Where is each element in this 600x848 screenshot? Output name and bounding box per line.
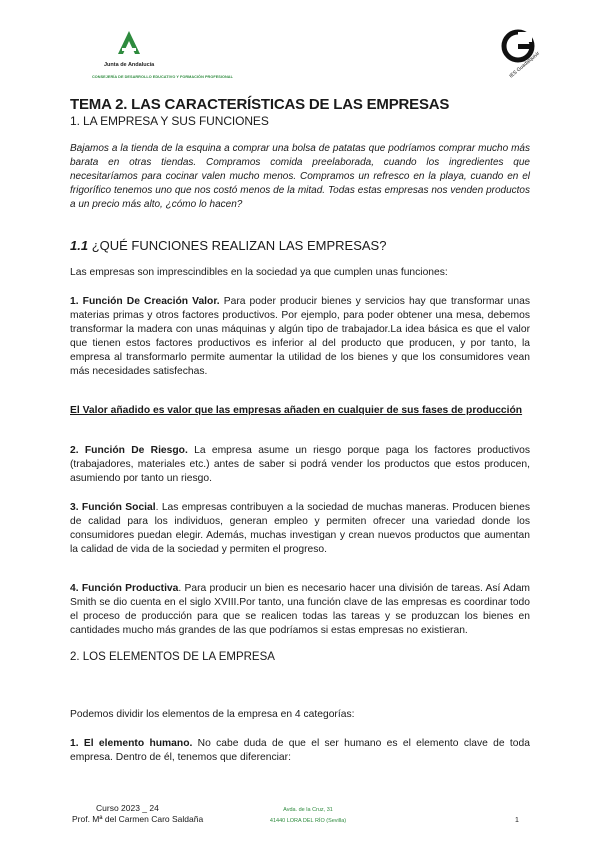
- footer-address: [258, 805, 358, 827]
- function-4-label: 4. Función Productiva: [70, 583, 179, 594]
- footer-course: Curso 2023 _ 24: [96, 803, 159, 813]
- footer-address-line1: Avda. de la Cruz, 31: [283, 807, 333, 813]
- function-2-text: La empresa asume un riesgo porque paga los factores productivos (trabajadores, materiales etc.) antes de saber si podrá vender los productos que estos producen, asumiendo por tanto un riesgo.: [70, 445, 530, 484]
- junta-andalucia-icon: [116, 30, 142, 56]
- logo-subtitle: CONSEJERÍA DE DESARROLLO EDUCATIVO Y FORMACIÓN PROFESIONAL: [92, 75, 233, 79]
- section-title: ¿QUÉ FUNCIONES REALIZAN LAS EMPRESAS?: [91, 238, 387, 253]
- section-number: 1.1: [70, 238, 89, 253]
- function-2-label: 2. Función De Riesgo.: [70, 445, 188, 456]
- page-number: 1: [515, 817, 519, 824]
- logo-right-text: IES Guadalquivir: [508, 50, 542, 80]
- junta-andalucia-logo: [92, 30, 252, 79]
- logo-name: Junta de Andalucía: [104, 62, 155, 68]
- ies-guadalquivir-logo-icon: [496, 26, 540, 70]
- footer-teacher: Prof. Mª del Carmen Caro Saldaña: [72, 814, 204, 824]
- footer-left: [72, 803, 203, 825]
- function-2: [70, 444, 530, 486]
- element-1-text: No cabe duda de que el ser humano es el elemento clave de toda empresa. Dentro de él, tenemos que diferenciar:: [70, 738, 530, 763]
- functions-intro: Las empresas son imprescindibles en la sociedad ya que cumplen unas funciones:: [70, 267, 448, 278]
- intro-paragraph: Bajamos a la tienda de la esquina a comprar una bolsa de patatas que podríamos comprar mucho más barata en otras tiendas. Compramos comida preelaborada, cuando los ingredientes que necesitaríamos para cocinar valen mucho menos. Compramos un refresco en la playa, cuando en el frigorífico tenemos uno que nos costó menos de la mitad. Todas estas empresas nos venden productos a un precio más alto, ¿cómo lo hacen?: [70, 143, 530, 210]
- function-1: [70, 295, 530, 379]
- element-1: [70, 737, 530, 765]
- element-1-label: 1. El elemento humano.: [70, 738, 193, 749]
- function-3-label: 3. Función Social: [70, 502, 156, 513]
- elements-intro: Podemos dividir los elementos de la empresa en 4 categorías:: [70, 709, 355, 720]
- function-4: [70, 582, 530, 638]
- valor-anadido-note: El Valor añadido es valor que las empresas añaden en cualquier de sus fases de producción: [70, 405, 523, 416]
- section-heading-2: 2. LOS ELEMENTOS DE LA EMPRESA: [70, 651, 275, 663]
- function-1-text: Para poder producir bienes y servicios hay que transformar unas materias primas y otros factores productivos. Por ejemplo, para poder obtener una mesa, debemos transformar la madera con unas máquinas y algún tipo de trabajador.La idea básica es que el valor que tienen estos factores productivos es inferior al del producto que producen, y por tanto, la empresa al transformarlo permite aumentar la utilidad de los bienes y que los consumidores vean más necesidades satisfechas.: [70, 296, 530, 377]
- page-title: TEMA 2. LAS CARACTERÍSTICAS DE LAS EMPRESAS: [70, 96, 450, 113]
- section-heading-1-1: [70, 238, 386, 253]
- page-subtitle: 1. LA EMPRESA Y SUS FUNCIONES: [70, 114, 269, 128]
- function-3-text: . Las empresas contribuyen a la sociedad de muchas maneras. Producen bienes de calidad para los individuos, generan empleo y permiten ofrecer una variedad donde los consumidores puedan elegir. Además, muchas investigan y crean nuevos productos que aumentan la calidad de vida de la sociedad y permiten el progreso.: [70, 502, 530, 555]
- function-3: [70, 501, 530, 557]
- footer-address-line2: 41440 LORA DEL RÍO (Sevilla): [269, 818, 347, 824]
- function-4-text: . Para producir un bien es necesario hacer una división de tareas. Así Adam Smith se dio cuenta en el siglo XVIII.Por tanto, una función clave de las empresas es coordinar todo el proceso de producción para que se realicen todas las tareas y se produzcan los bienes en cantidades mucho más grandes de las que podríamos si estas empresas no existieran.: [70, 583, 531, 636]
- function-1-label: 1. Función De Creación Valor.: [70, 296, 220, 307]
